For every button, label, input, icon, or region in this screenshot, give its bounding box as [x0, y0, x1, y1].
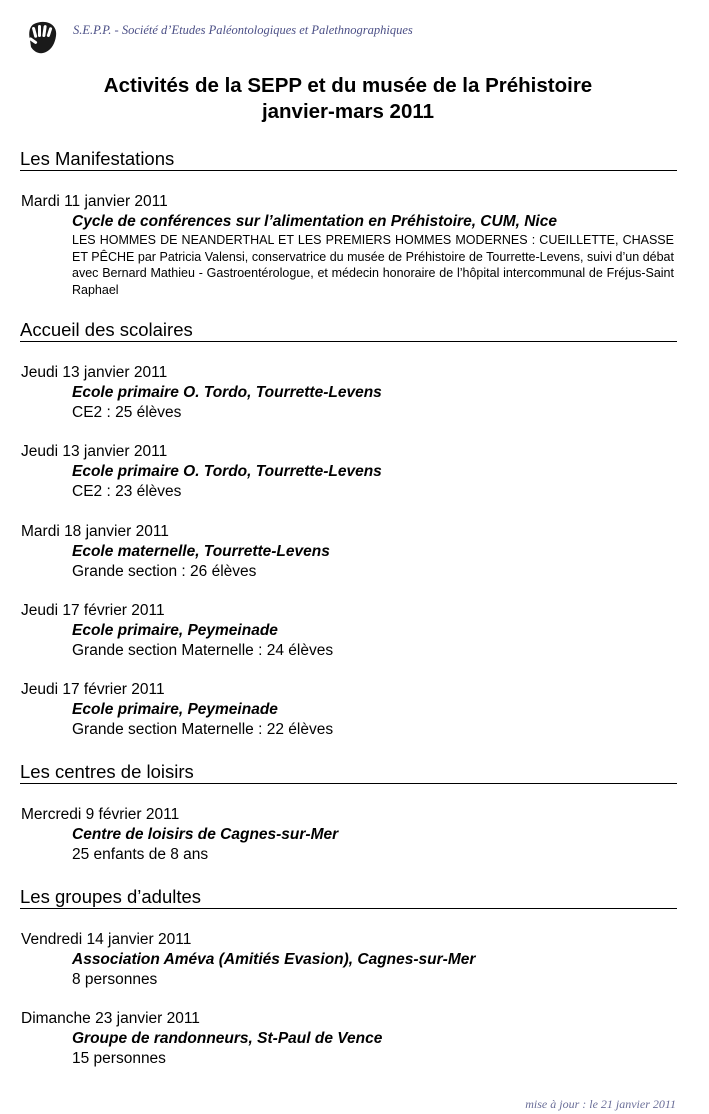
event-detail: 25 enfants de 8 ans — [72, 846, 209, 863]
event-date: Vendredi 14 janvier 2011 — [21, 931, 192, 948]
event-detail: CE2 : 25 élèves — [72, 404, 182, 421]
event-date: Jeudi 13 janvier 2011 — [21, 443, 168, 460]
section-heading-adultes: Les groupes d’adultes — [20, 888, 677, 909]
event-date: Mercredi 9 février 2011 — [21, 806, 180, 823]
event-place: Ecole primaire O. Tordo, Tourrette-Levens — [72, 463, 382, 480]
event-place: Ecole primaire O. Tordo, Tourrette-Levens — [72, 384, 382, 401]
section-heading-loisirs: Les centres de loisirs — [20, 763, 677, 784]
event-description: LES HOMMES DE NEANDERTHAL ET LES PREMIERS HOMMES MODERNES : CUEILLETTE, CHASSE ET PÊCHE par Patricia Valensi, conservatrice du musée de Préhistoire de Tourrette-Levens, suivi d’un débat avec Bernard Mathieu - Gastroentérologue, et médecin honoraire de l’hôpital intercommunal de Fréjus-Saint Raphael — [72, 233, 674, 297]
page-title: Activités de la SEPP et du musée de la Préhistoire — [103, 74, 593, 97]
event-detail: 15 personnes — [72, 1050, 166, 1067]
event-date: Mardi 18 janvier 2011 — [21, 523, 169, 540]
event-date: Dimanche 23 janvier 2011 — [21, 1010, 200, 1027]
event-detail: Grande section : 26 élèves — [72, 563, 257, 580]
section-heading-scolaires: Accueil des scolaires — [20, 321, 677, 342]
event-date: Jeudi 13 janvier 2011 — [21, 364, 168, 381]
event-detail: 8 personnes — [72, 971, 158, 988]
section-heading-manifestations: Les Manifestations — [20, 150, 677, 171]
event-place: Centre de loisirs de Cagnes-sur-Mer — [72, 826, 339, 843]
event-place: Ecole primaire, Peymeinade — [72, 701, 278, 718]
page-header — [24, 18, 684, 58]
event-place: Association Améva (Amitiés Evasion), Cagnes-sur-Mer — [72, 951, 476, 968]
update-date: mise à jour : le 21 janvier 2011 — [525, 1097, 676, 1111]
event-date: Jeudi 17 février 2011 — [21, 681, 165, 698]
hand-print-icon — [24, 18, 60, 56]
event-detail: Grande section Maternelle : 24 élèves — [72, 642, 334, 659]
event-place: Cycle de conférences sur l’alimentation en Préhistoire, CUM, Nice — [72, 213, 557, 230]
event-detail: Grande section Maternelle : 22 élèves — [72, 721, 334, 738]
organization-name: S.E.P.P. - Société d’Etudes Paléontologiques et Palethnographiques — [73, 23, 413, 37]
page-subtitle: janvier-mars 2011 — [261, 100, 435, 123]
event-date: Jeudi 17 février 2011 — [21, 602, 165, 619]
event-place: Ecole primaire, Peymeinade — [72, 622, 278, 639]
event-place: Groupe de randonneurs, St-Paul de Vence — [72, 1030, 383, 1047]
event-place: Ecole maternelle, Tourrette-Levens — [72, 543, 330, 560]
event-detail: CE2 : 23 élèves — [72, 483, 182, 500]
event-date: Mardi 11 janvier 2011 — [21, 193, 168, 210]
